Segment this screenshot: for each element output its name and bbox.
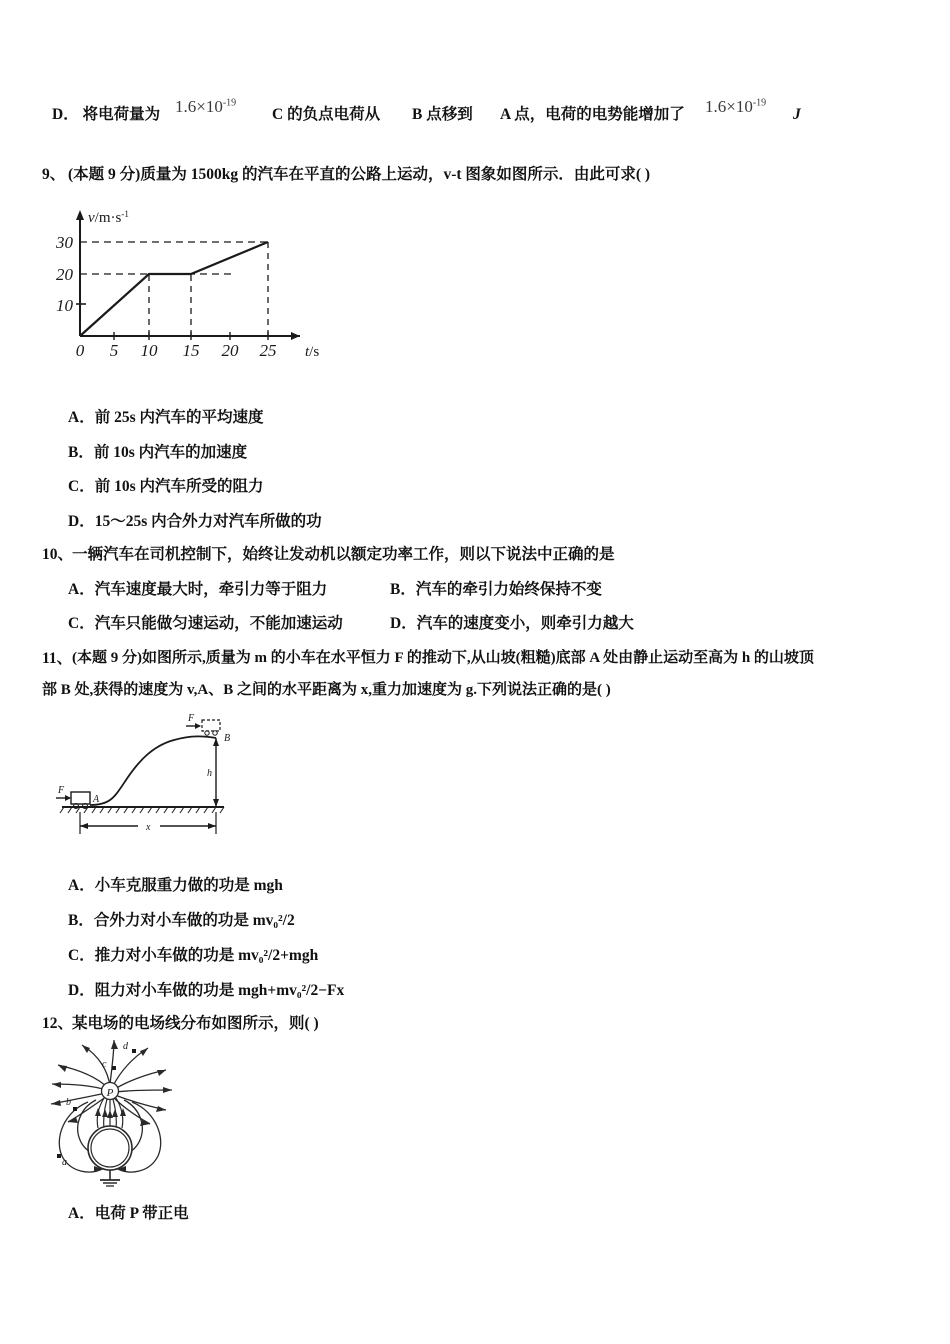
charge-p-label: P [106, 1087, 114, 1099]
point-c-label: c [102, 1059, 107, 1070]
q12-option-a-text: 电荷 P 带正电 [94, 1205, 189, 1222]
q9-option-a[interactable] [68, 405, 264, 427]
height-arrow-down [213, 799, 219, 807]
height-label: h [207, 768, 212, 779]
q9-stem: (本题 9 分)质量为 1500kg 的汽车在平直的公路上运动，v-t 图象如图所示．由此可求( ) [68, 166, 651, 183]
q10-option-d-text: 汽车的速度变小，则牵引力越大 [416, 615, 634, 632]
q8-charge-exponent-1: -19 [222, 97, 237, 109]
q9-option-d-text: 15～25s 内合外力对汽车所做的功 [94, 513, 322, 530]
x-ticklabel-0: 0 [75, 341, 85, 360]
q9-number: 9、 [42, 166, 66, 183]
point-a-marker [57, 1154, 61, 1158]
y-ticklabel-30: 30 [56, 233, 73, 252]
q9-option-a-text: 前 25s 内汽车的平均速度 [94, 409, 264, 426]
q10-option-a-label: A． [68, 581, 95, 598]
q8-option-d-text-3: B 点移到 [412, 106, 473, 123]
q9-option-d[interactable] [68, 509, 322, 531]
q10-option-a[interactable] [68, 577, 327, 599]
point-b-marker [73, 1107, 77, 1111]
conductor-sphere-inner [91, 1129, 129, 1167]
distance-arrow-right [208, 823, 216, 829]
q11-option-a[interactable] [68, 873, 283, 895]
distance-label: x [146, 822, 151, 833]
force-label-bottom: F [58, 785, 65, 796]
q11-option-d-text: 阻力对小车做的功是 mgh+mv₀²/2−Fx [94, 982, 345, 999]
q10-option-d-label: D． [390, 615, 417, 632]
q8-option-d [52, 105, 160, 126]
x-axis-label: t/s [305, 344, 320, 360]
q10-option-a-text: 汽车速度最大时，牵引力等于阻力 [94, 581, 328, 598]
q8-option-d-text-1: 将电荷量为 [82, 106, 161, 123]
x-axis-arrow [291, 332, 300, 340]
q8-option-d-label: D． [52, 106, 79, 123]
force-label-top: F [188, 713, 195, 724]
q10-option-d[interactable] [390, 611, 634, 633]
q9-option-c-text: 前 10s 内汽车所受的阻力 [94, 478, 264, 495]
q10-option-b[interactable] [390, 577, 602, 599]
q8-charge-value-2 [705, 97, 766, 117]
q10-stem: 一辆汽车在司机控制下，始终让发动机以额定功率工作，则以下说法中正确的是 [72, 546, 615, 563]
q11-option-b-label: B． [68, 912, 94, 929]
q11-option-b-text: 合外力对小车做的功是 mv₀²/2 [93, 912, 295, 929]
x-ticklabel-25: 25 [259, 341, 277, 360]
q11-number: 11、 [42, 650, 73, 667]
q9-option-b-label: B． [68, 444, 94, 461]
force-arrow-bottom-head [65, 795, 71, 801]
q11-option-d[interactable] [68, 978, 344, 1000]
point-b-label: B [224, 733, 231, 744]
hill-diagram [52, 708, 304, 848]
q8-charge-mantissa-1: 1.6×10 [175, 97, 223, 116]
point-b-label: b [66, 1097, 71, 1108]
q8-option-d-text-4: A 点，电荷的电势能增加了 [500, 106, 685, 123]
distance-arrow-left [80, 823, 88, 829]
q11-option-c-text: 推力对小车做的功是 mv₀²/2+mgh [94, 947, 319, 964]
height-arrow-up [213, 738, 219, 746]
q10-option-b-text: 汽车的牵引力始终保持不变 [415, 581, 602, 598]
q12-number: 12、 [42, 1015, 74, 1032]
q11-option-b[interactable] [68, 908, 295, 930]
q10-number: 10、 [42, 546, 74, 563]
vt-data-line [80, 242, 268, 336]
q8-option-d-text-2: C 的负点电荷从 [272, 106, 381, 123]
x-ticklabel-20: 20 [221, 341, 239, 360]
point-d-marker [132, 1049, 136, 1053]
vt-graph [55, 196, 375, 366]
q12-option-a-label: A． [68, 1205, 95, 1222]
q9-option-b[interactable] [68, 440, 247, 462]
x-ticklabel-10: 10 [140, 341, 158, 360]
cart-top-wheel-right [213, 731, 217, 735]
cart-bottom [71, 792, 90, 804]
hill-diagram-svg [52, 708, 304, 848]
q11-option-a-label: A． [68, 877, 95, 894]
q8-charge-value-1 [175, 97, 236, 117]
hill-slope-curve [90, 736, 216, 805]
vt-graph-svg [55, 196, 375, 366]
force-arrow-top-head [195, 723, 201, 729]
q10-option-c-text: 汽车只能做匀速运动，不能加速运动 [94, 615, 343, 632]
q10-option-c-label: C． [68, 615, 95, 632]
q8-charge-exponent-2: -19 [752, 97, 767, 109]
y-ticklabel-10: 10 [56, 296, 73, 315]
y-axis-arrow [76, 210, 84, 220]
y-axis-label: $v/m\cdot s^{-1}$ [88, 209, 129, 226]
q9-option-d-label: D． [68, 513, 95, 530]
x-ticklabel-15: 15 [182, 341, 200, 360]
q9-option-c[interactable] [68, 474, 264, 496]
field-line-diagram [44, 1038, 229, 1188]
x-ticklabel-5: 5 [109, 341, 119, 360]
q11-option-a-text: 小车克服重力做的功是 mgh [94, 877, 283, 894]
q9-option-a-label: A． [68, 409, 95, 426]
q12-stem: 某电场的电场线分布如图所示，则( ) [72, 1015, 319, 1032]
q11-option-d-label: D． [68, 982, 95, 999]
q11-stem-line1: (本题 9 分)如图所示,质量为 m 的小车在水平恒力 F 的推动下,从山坡(粗糙)底部 A 处由静止运动至高为 h 的山坡顶 [72, 650, 814, 666]
q10-option-c[interactable] [68, 611, 343, 633]
cart-top [202, 720, 220, 731]
point-a-label: A [93, 794, 100, 805]
q12-option-a[interactable] [68, 1201, 189, 1223]
q8-energy-unit: J [793, 106, 801, 123]
q11-option-c-label: C． [68, 947, 95, 964]
field-line-diagram-svg [44, 1038, 229, 1188]
q11-stem-line2: 部 B 处,获得的速度为 v,A、B 之间的水平距离为 x,重力加速度为 g.下列说法正确的是( ) [42, 682, 611, 698]
q9-option-c-label: C． [68, 478, 95, 495]
q9-option-b-text: 前 10s 内汽车的加速度 [93, 444, 248, 461]
point-c-marker [112, 1066, 116, 1070]
y-ticklabel-20: 20 [56, 265, 73, 284]
q10-option-b-label: B． [390, 581, 416, 598]
q11-option-c[interactable] [68, 943, 318, 965]
point-a-label: a [62, 1157, 67, 1168]
q8-charge-mantissa-2: 1.6×10 [705, 97, 753, 116]
point-d-label: d [123, 1041, 128, 1052]
